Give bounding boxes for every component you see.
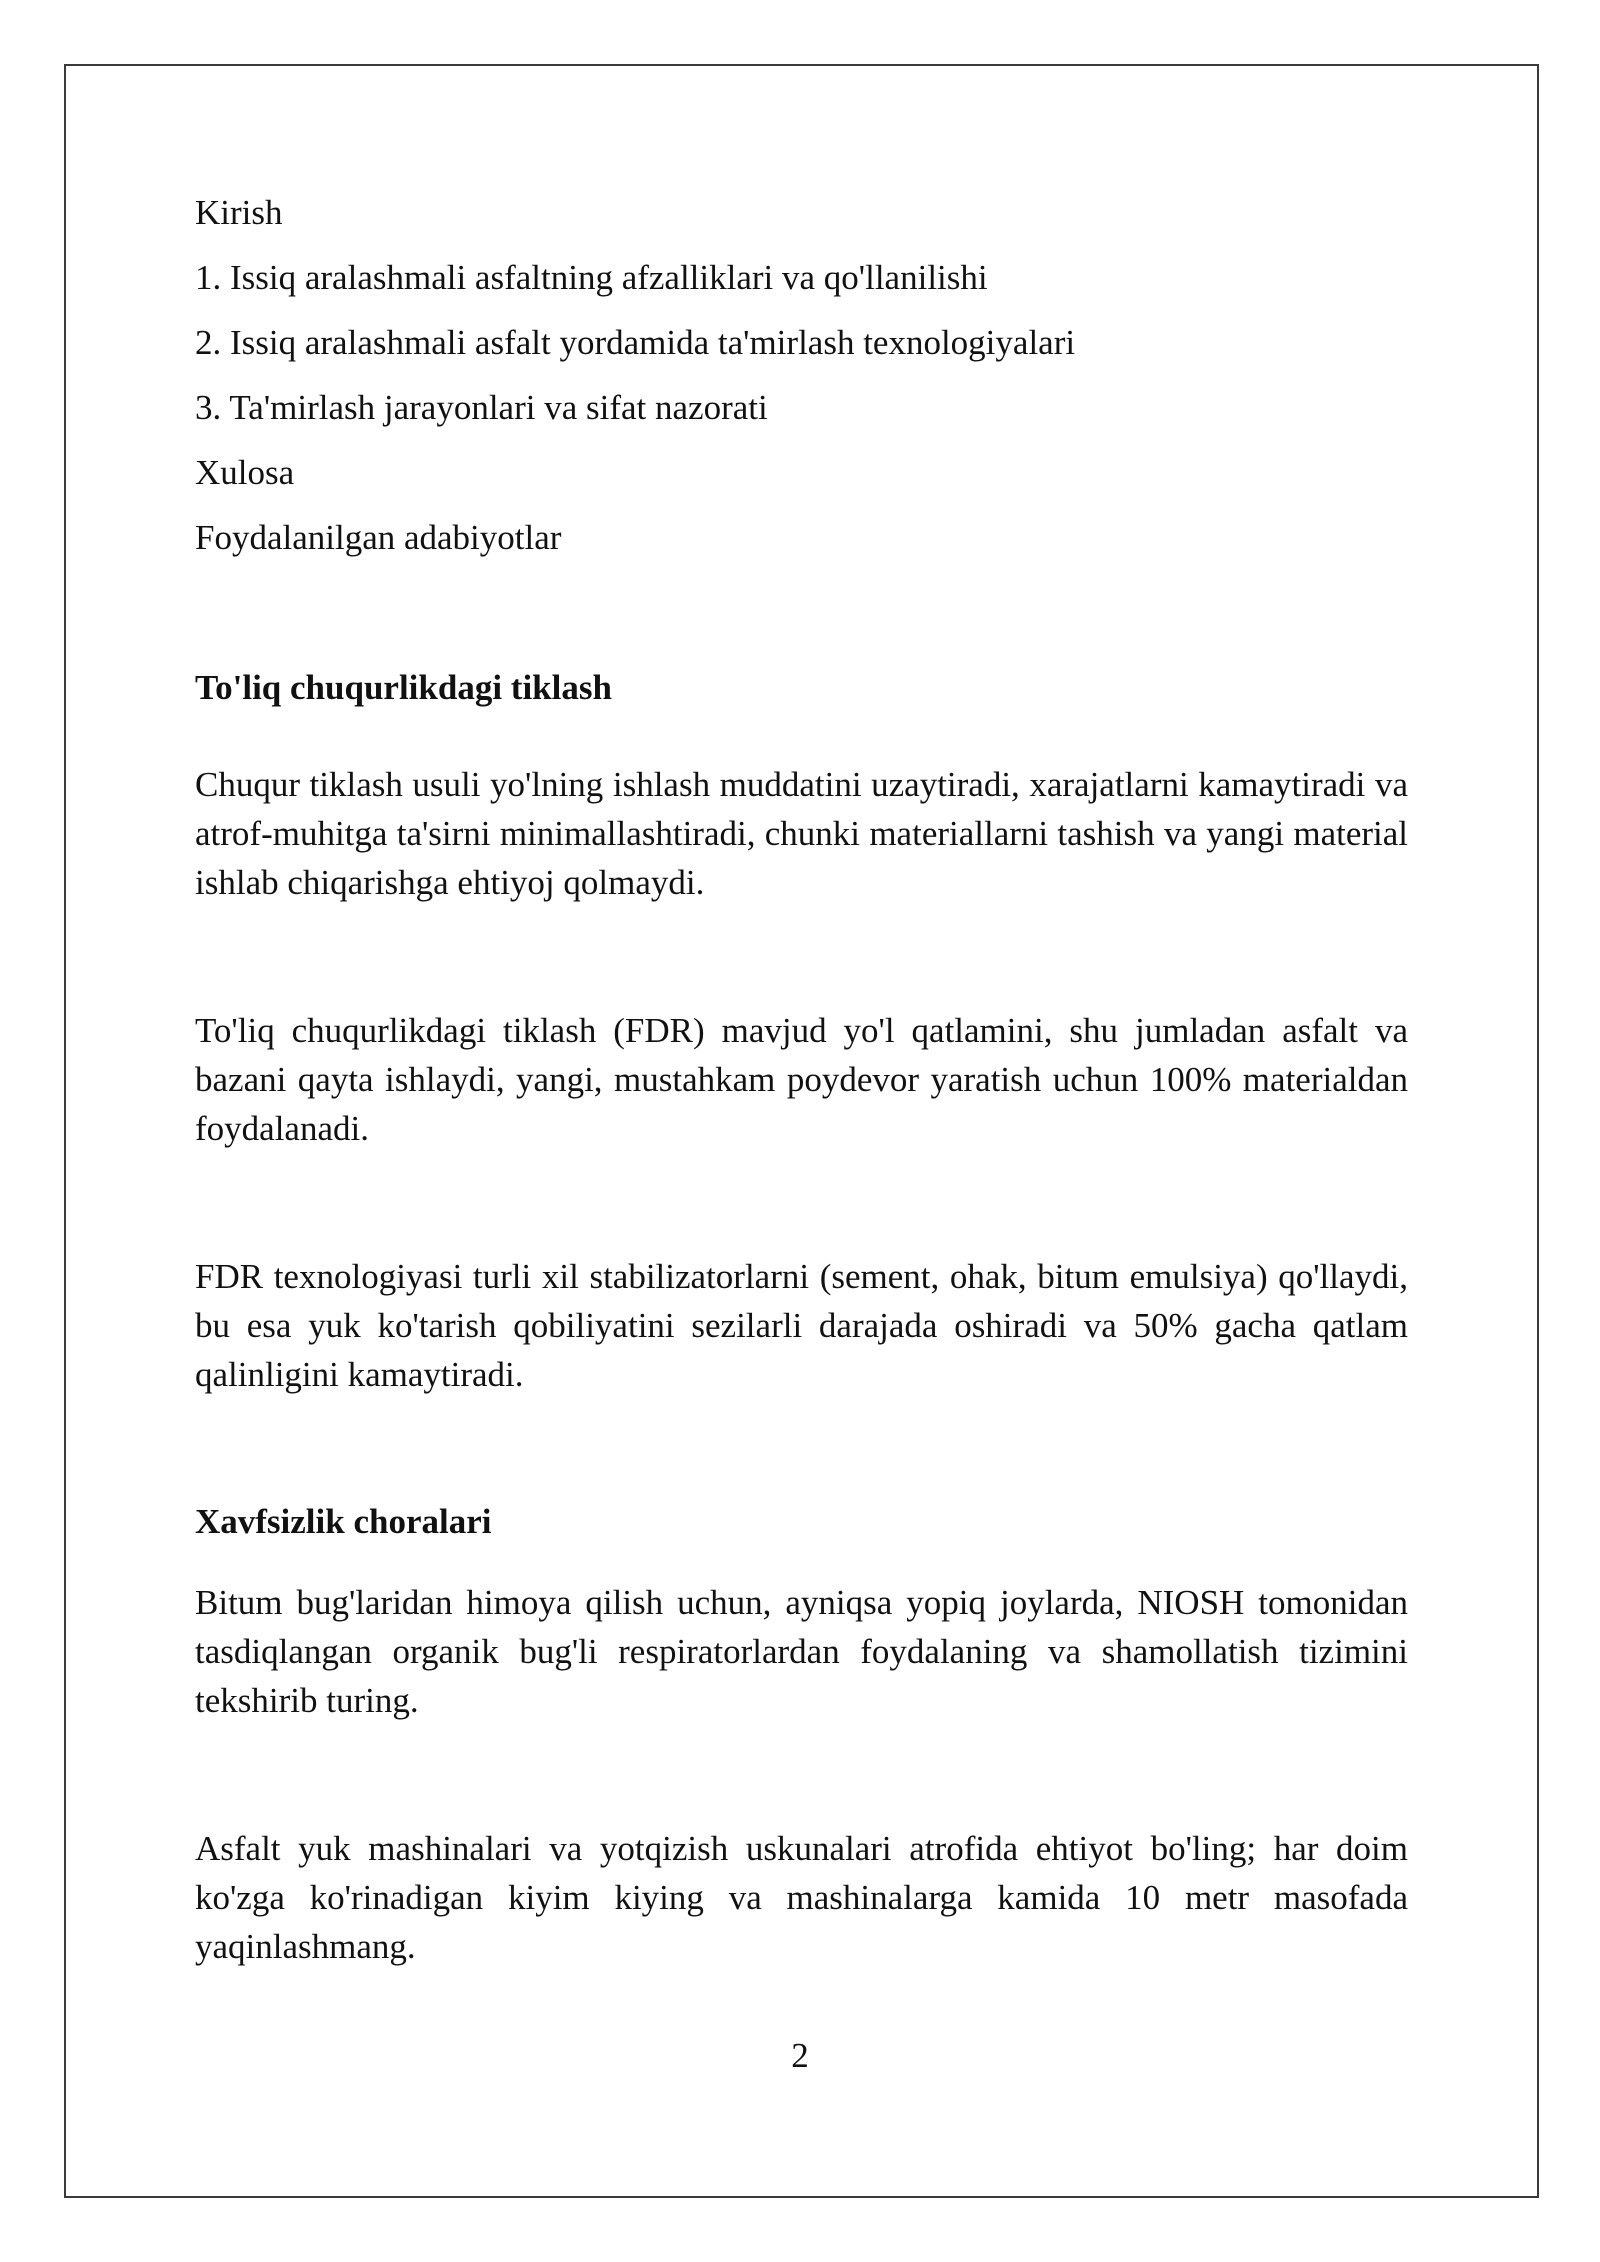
toc-item-chapter-1: 1. Issiq aralashmali asfaltning afzalliklari va qo'llanilishi xyxy=(195,258,988,297)
section-heading-fdr: To'liq chuqurlikdagi tiklash xyxy=(195,668,612,707)
toc-item-introduction: Kirish xyxy=(195,193,283,232)
table-of-contents xyxy=(195,190,1408,560)
paragraph-safety-2: Asfalt yuk mashinalari va yotqizish uskunalari atrofida ehtiyot bo'ling; har doim ko'zga ko'rinadigan kiyim kiying va mashinalarga kamida 10 metr masofada yaqinlashmang. xyxy=(195,1829,1408,1966)
paragraph-fdr-1: Chuqur tiklash usuli yo'lning ishlash muddatini uzaytiradi, xarajatlarni kamaytiradi va atrof-muhitga ta'sirni minimallashtiradi, chunki materiallarni tashish va yangi material ishlab chiqarishga ehtiyoj qolmaydi. xyxy=(195,765,1408,902)
toc-item-chapter-3: 3. Ta'mirlash jarayonlari va sifat nazorati xyxy=(195,388,768,427)
page-number: 2 xyxy=(791,2036,809,2075)
section-heading-safety: Xavfsizlik choralari xyxy=(195,1502,492,1541)
paragraph-fdr-3: FDR texnologiyasi turli xil stabilizatorlarni (sement, ohak, bitum emulsiya) qo'llaydi, bu esa yuk ko'tarish qobiliyatini sezilarli darajada oshiradi va 50% gacha qatlam qalinligini kamaytiradi. xyxy=(195,1257,1408,1394)
toc-item-references: Foydalanilgan adabiyotlar xyxy=(195,518,562,557)
page-content xyxy=(195,190,1408,1971)
toc-item-chapter-2: 2. Issiq aralashmali asfalt yordamida ta'mirlash texnologiyalari xyxy=(195,323,1076,362)
paragraph-fdr-2: To'liq chuqurlikdagi tiklash (FDR) mavjud yo'l qatlamini, shu jumladan asfalt va bazani qayta ishlaydi, yangi, mustahkam poydevor yaratish uchun 100% materialdan foydalanadi. xyxy=(195,1011,1408,1148)
paragraph-safety-1: Bitum bug'laridan himoya qilish uchun, ayniqsa yopiq joylarda, NIOSH tomonidan tasdiqlangan organik bug'li respiratorlardan foydalaning va shamollatish tizimini tekshirib turing. xyxy=(195,1583,1408,1720)
toc-item-conclusion: Xulosa xyxy=(195,453,295,492)
